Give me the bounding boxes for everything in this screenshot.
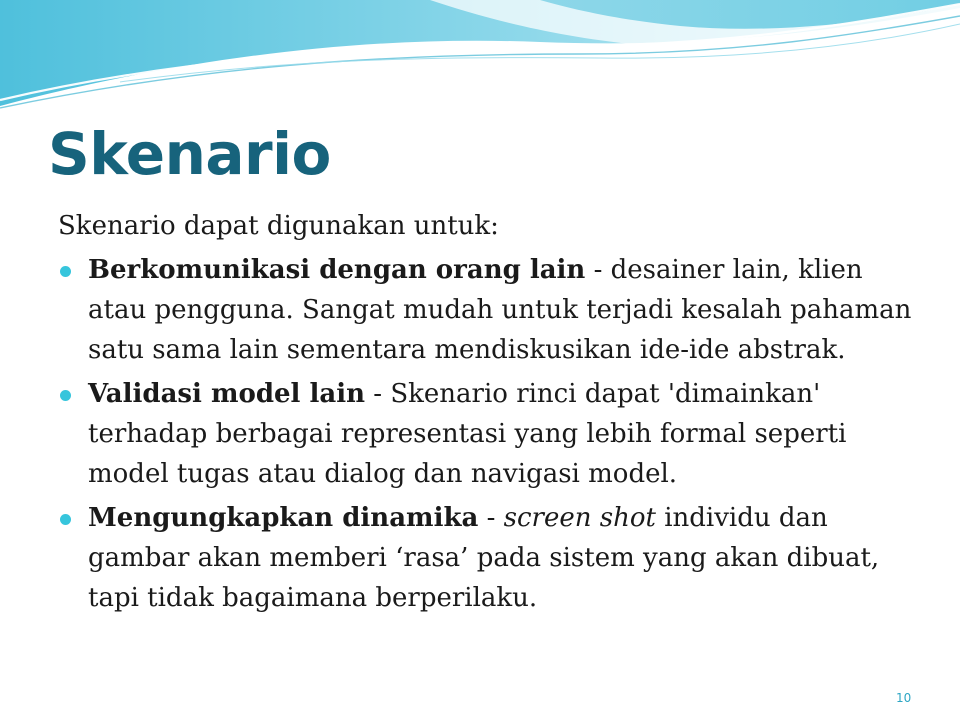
bullet-body: Skenario rinci dapat 'dimainkan' terhadap berbagai representasi yang lebih formal seperti model tugas atau dialog dan navigasi model. xyxy=(88,379,847,489)
bullet-body: individu dan gambar akan memberi ‘rasa’ pada sistem yang akan dibuat, tapi tidak bagaimana berperilaku. xyxy=(88,503,880,613)
bullet-dot-icon xyxy=(60,266,71,277)
bullet-dot-icon xyxy=(60,390,71,401)
bullet-heading: Validasi model lain xyxy=(88,379,365,409)
bullet-item xyxy=(58,374,918,494)
slide-title: Skenario xyxy=(48,120,331,188)
bullet-separator: - xyxy=(478,503,504,533)
intro-text: Skenario dapat digunakan untuk: xyxy=(58,211,499,241)
bullet-item xyxy=(58,498,918,618)
bullet-separator: - xyxy=(585,255,611,285)
slide-content xyxy=(58,206,918,622)
bullet-list xyxy=(58,250,918,618)
page-number: 10 xyxy=(896,691,912,705)
bullet-separator: - xyxy=(365,379,391,409)
bullet-dot-icon xyxy=(60,514,71,525)
bullet-item xyxy=(58,250,918,370)
bullet-heading: Mengungkapkan dinamika xyxy=(88,503,479,533)
bullet-heading: Berkomunikasi dengan orang lain xyxy=(88,255,586,285)
bullet-emphasis: screen shot xyxy=(503,503,656,533)
header-wave-decoration xyxy=(0,0,960,120)
bullet-body: desainer lain, klien atau pengguna. Sangat mudah untuk terjadi kesalah pahaman satu sama lain sementara mendiskusikan ide-ide abstrak. xyxy=(88,255,912,365)
